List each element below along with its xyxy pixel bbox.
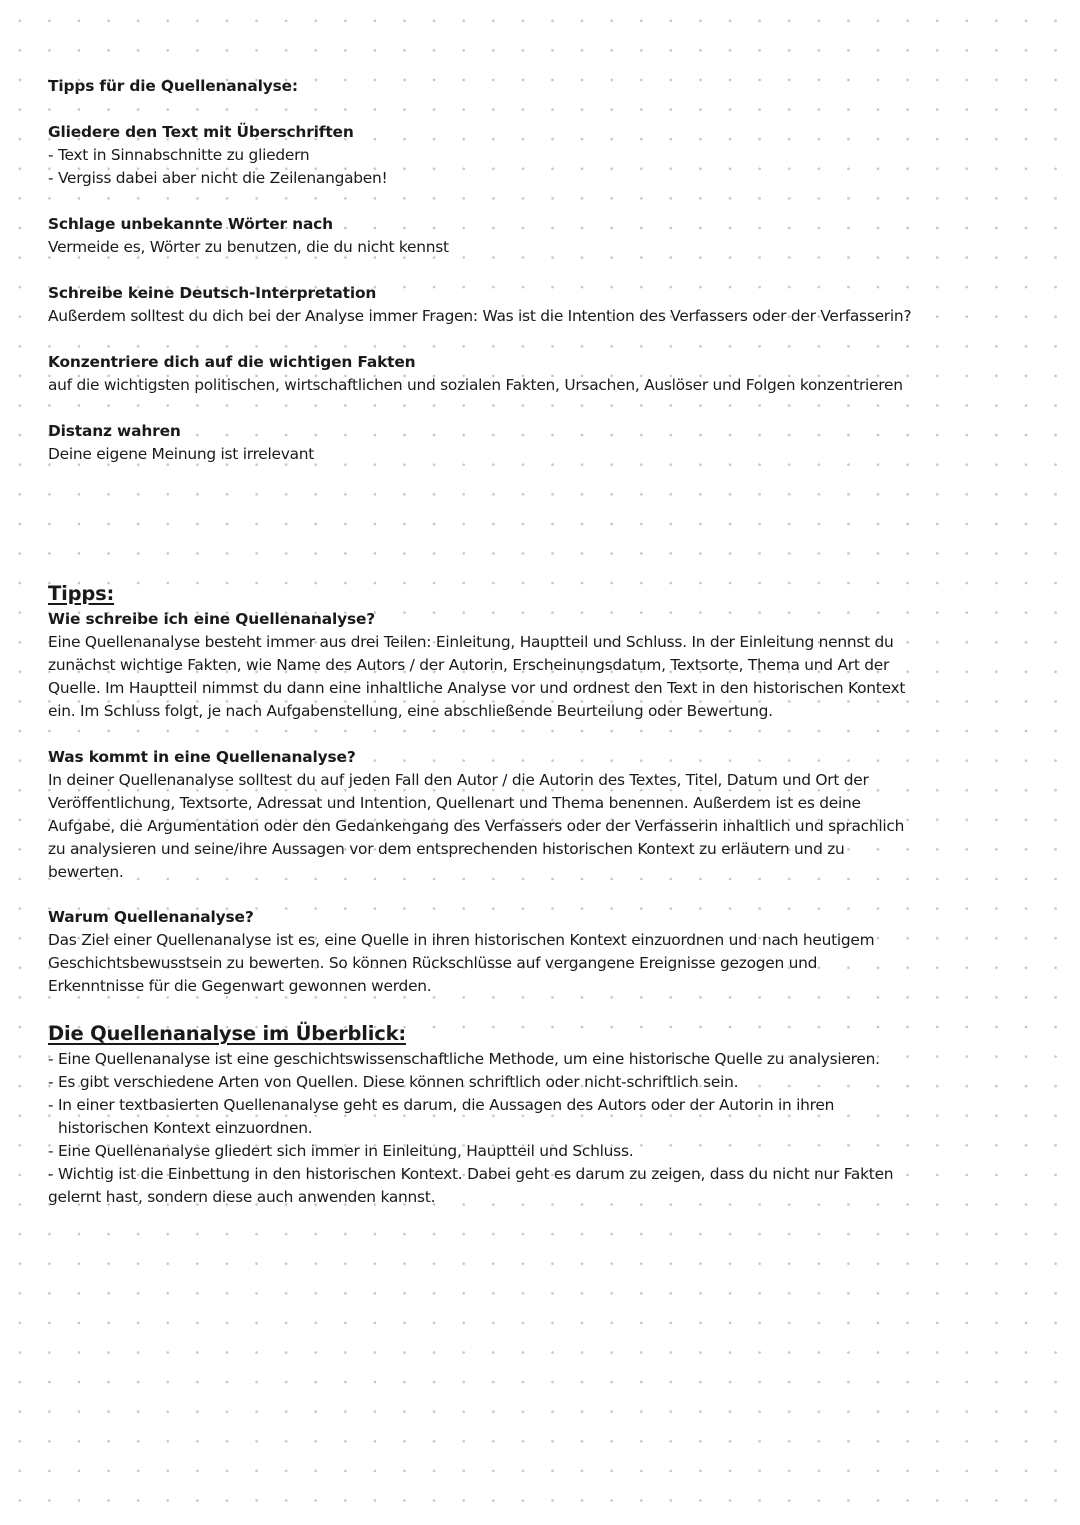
faq-answer-line: bewerten. <box>48 863 124 881</box>
faq-answer-line: Quelle. Im Hauptteil nimmst du dann eine inhaltliche Analyse vor und ordnest den Text in den historischen Kontext <box>48 679 906 697</box>
tips-section-title: Tipps für die Quellenanalyse: <box>48 77 298 95</box>
tip-heading: Schlage unbekannte Wörter nach <box>48 215 333 233</box>
faq-answer-line: Erkenntnisse für die Gegenwart gewonnen werden. <box>48 977 432 995</box>
tip-heading: Konzentriere dich auf die wichtigen Fakten <box>48 353 416 371</box>
tip-line: Außerdem solltest du dich bei der Analyse immer Fragen: Was ist die Intention des Verfassers oder der Verfasserin? <box>48 307 912 325</box>
faq-answer-line: Das Ziel einer Quellenanalyse ist es, eine Quelle in ihren historischen Kontext einzuordnen und nach heutigem <box>48 931 875 949</box>
tip-line: - Vergiss dabei aber nicht die Zeilenangaben! <box>48 169 388 187</box>
faq-answer-line: ein. Im Schluss folgt, je nach Aufgabenstellung, eine abschließende Beurteilung oder Bewertung. <box>48 702 773 720</box>
faq-answer-line: Veröffentlichung, Textsorte, Adressat und Intention, Quellenart und Thema benennen. Außerdem ist es deine <box>48 794 861 812</box>
faq-answer-line: zu analysieren und seine/ihre Aussagen vor dem entsprechenden historischen Kontext zu erläutern und zu <box>48 840 845 858</box>
overview-bullet-continuation: gelernt hast, sondern diese auch anwenden kannst. <box>48 1188 436 1206</box>
tip-line: Deine eigene Meinung ist irrelevant <box>48 445 315 463</box>
overview-bullet: - Wichtig ist die Einbettung in den historischen Kontext. Dabei geht es darum zu zeigen, dass du nicht nur Fakten <box>48 1165 894 1183</box>
faq-question: Was kommt in eine Quellenanalyse? <box>48 748 356 766</box>
overview-section-title: Die Quellenanalyse im Überblick: <box>48 1022 406 1045</box>
tip-heading: Schreibe keine Deutsch-Interpretation <box>48 284 377 302</box>
faq-answer-line: zunächst wichtige Fakten, wie Name des Autors / der Autorin, Erscheinungsdatum, Textsorte, Thema und Art der <box>48 656 890 674</box>
tip-line: Vermeide es, Wörter zu benutzen, die du nicht kennst <box>48 238 449 256</box>
faq-question: Wie schreibe ich eine Quellenanalyse? <box>48 610 376 628</box>
overview-bullet: - In einer textbasierten Quellenanalyse geht es darum, die Aussagen des Autors oder der Autorin in ihren <box>48 1096 835 1114</box>
overview-bullet: - Eine Quellenanalyse ist eine geschichtswissenschaftliche Methode, um eine historische Quelle zu analysieren. <box>48 1050 880 1068</box>
tip-heading: Distanz wahren <box>48 422 181 440</box>
tip-heading: Gliedere den Text mit Überschriften <box>48 123 354 141</box>
faq-question: Warum Quellenanalyse? <box>48 908 254 926</box>
overview-bullet-continuation: historischen Kontext einzuordnen. <box>58 1119 313 1137</box>
tip-line: - Text in Sinnabschnitte zu gliedern <box>48 146 310 164</box>
overview-bullet: - Eine Quellenanalyse gliedert sich immer in Einleitung, Hauptteil und Schluss. <box>48 1142 634 1160</box>
faq-answer-line: In deiner Quellenanalyse solltest du auf jeden Fall den Autor / die Autorin des Textes, Titel, Datum und Ort der <box>48 771 869 789</box>
tip-line: auf die wichtigsten politischen, wirtschaftlichen und sozialen Fakten, Ursachen, Auslöser und Folgen konzentrieren <box>48 376 903 394</box>
faq-answer-line: Aufgabe, die Argumentation oder den Gedankengang des Verfassers oder der Verfasserin inhaltlich und sprachlich <box>48 817 905 835</box>
faq-section-title: Tipps: <box>48 582 115 605</box>
faq-answer-line: Geschichtsbewusstsein zu bewerten. So können Rückschlüsse auf vergangene Ereignisse gezogen und <box>48 954 818 972</box>
overview-bullet: - Es gibt verschiedene Arten von Quellen. Diese können schriftlich oder nicht-schriftlich sein. <box>48 1073 739 1091</box>
faq-answer-line: Eine Quellenanalyse besteht immer aus drei Teilen: Einleitung, Hauptteil und Schluss. In der Einleitung nennst du <box>48 633 894 651</box>
